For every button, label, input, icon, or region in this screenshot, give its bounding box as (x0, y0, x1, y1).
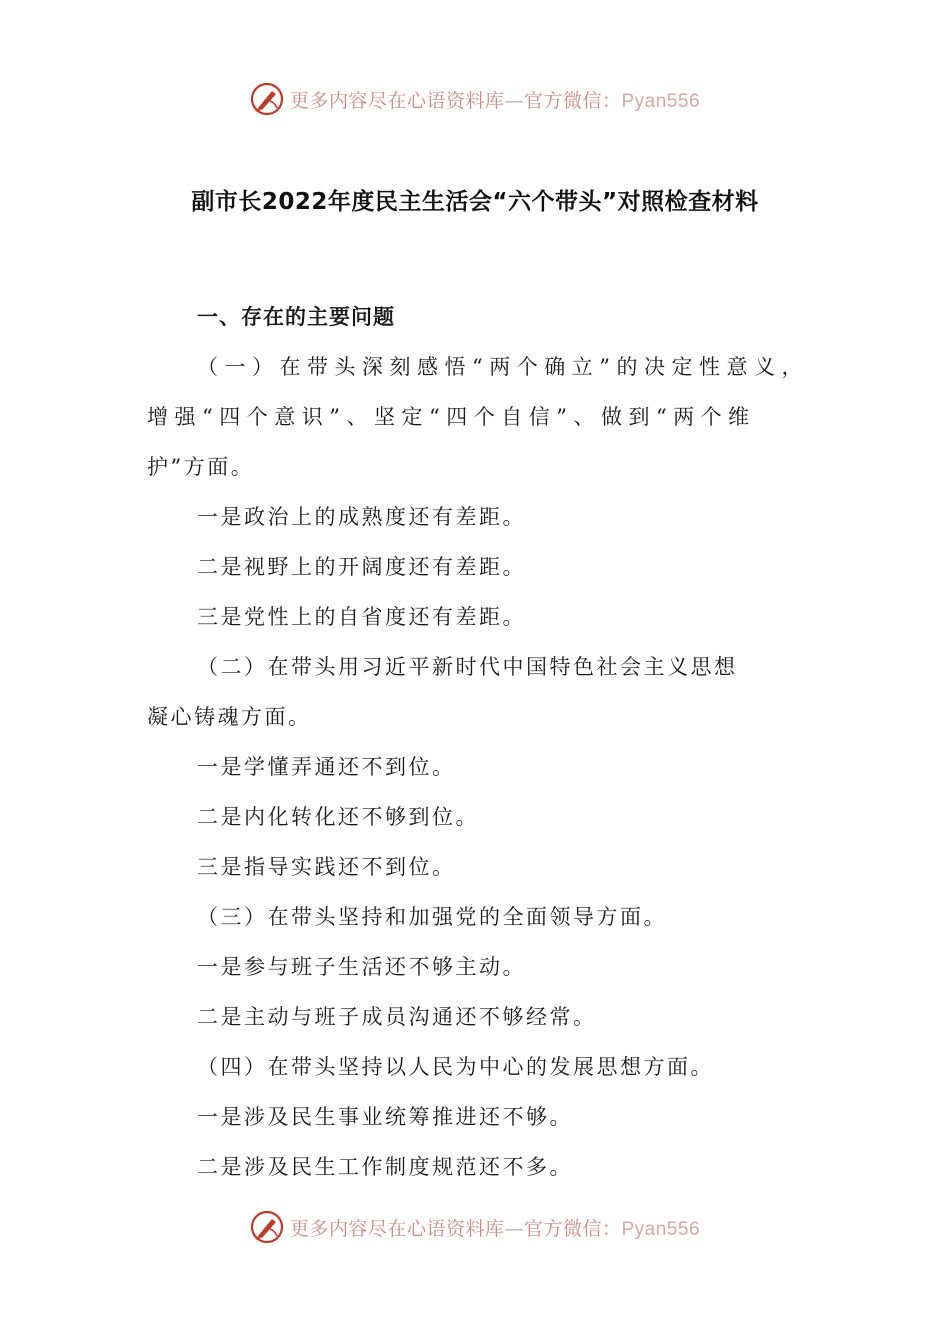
paragraph-line: （二）在带头用习近平新时代中国特色社会主义思想 (197, 655, 738, 679)
paragraph-line: 一是参与班子生活还不够主动。 (197, 955, 526, 979)
paragraph-line: （四）在带头坚持以人民为中心的发展思想方面。 (197, 1055, 714, 1079)
watermark-text: 更多内容尽在心语资料库—官方微信：Pyan556 (289, 89, 701, 112)
paragraph-line: 二是内化转化还不够到位。 (197, 805, 479, 829)
paragraph-line: 三是指导实践还不到位。 (197, 855, 456, 879)
paragraph-line: （一）在带头深刻感悟“两个确立”的决定性意义， (197, 355, 809, 379)
header-watermark-banner (0, 82, 950, 116)
document-body (147, 292, 807, 1192)
paragraph-line: 一是学懂弄通还不到位。 (197, 755, 456, 779)
paragraph-line: 增强“四个意识”、坚定“四个自信”、做到“两个维 (147, 405, 756, 429)
paragraph-line: 护”方面。 (147, 455, 255, 479)
document-title: 副市长2022年度民主生活会“六个带头”对照检查材料 (191, 189, 759, 215)
paragraph-line: （三）在带头坚持和加强党的全面领导方面。 (197, 905, 667, 929)
footer-watermark-banner (0, 1210, 950, 1244)
paragraph-line: 三是党性上的自省度还有差距。 (197, 605, 526, 629)
paragraph-line: 二是涉及民生工作制度规范还不多。 (197, 1155, 573, 1179)
pen-logo-icon (250, 82, 284, 116)
paragraph-line: 二是主动与班子成员沟通还不够经常。 (197, 1005, 597, 1029)
watermark-text: 更多内容尽在心语资料库—官方微信：Pyan556 (289, 1217, 701, 1240)
paragraph-line: 一是涉及民生事业统筹推进还不够。 (197, 1105, 573, 1129)
pen-logo-icon (250, 1210, 284, 1244)
section-heading: 一、存在的主要问题 (197, 305, 395, 329)
paragraph-line: 二是视野上的开阔度还有差距。 (197, 555, 526, 579)
paragraph-line: 一是政治上的成熟度还有差距。 (197, 505, 526, 529)
paragraph-line: 凝心铸魂方面。 (147, 705, 312, 729)
